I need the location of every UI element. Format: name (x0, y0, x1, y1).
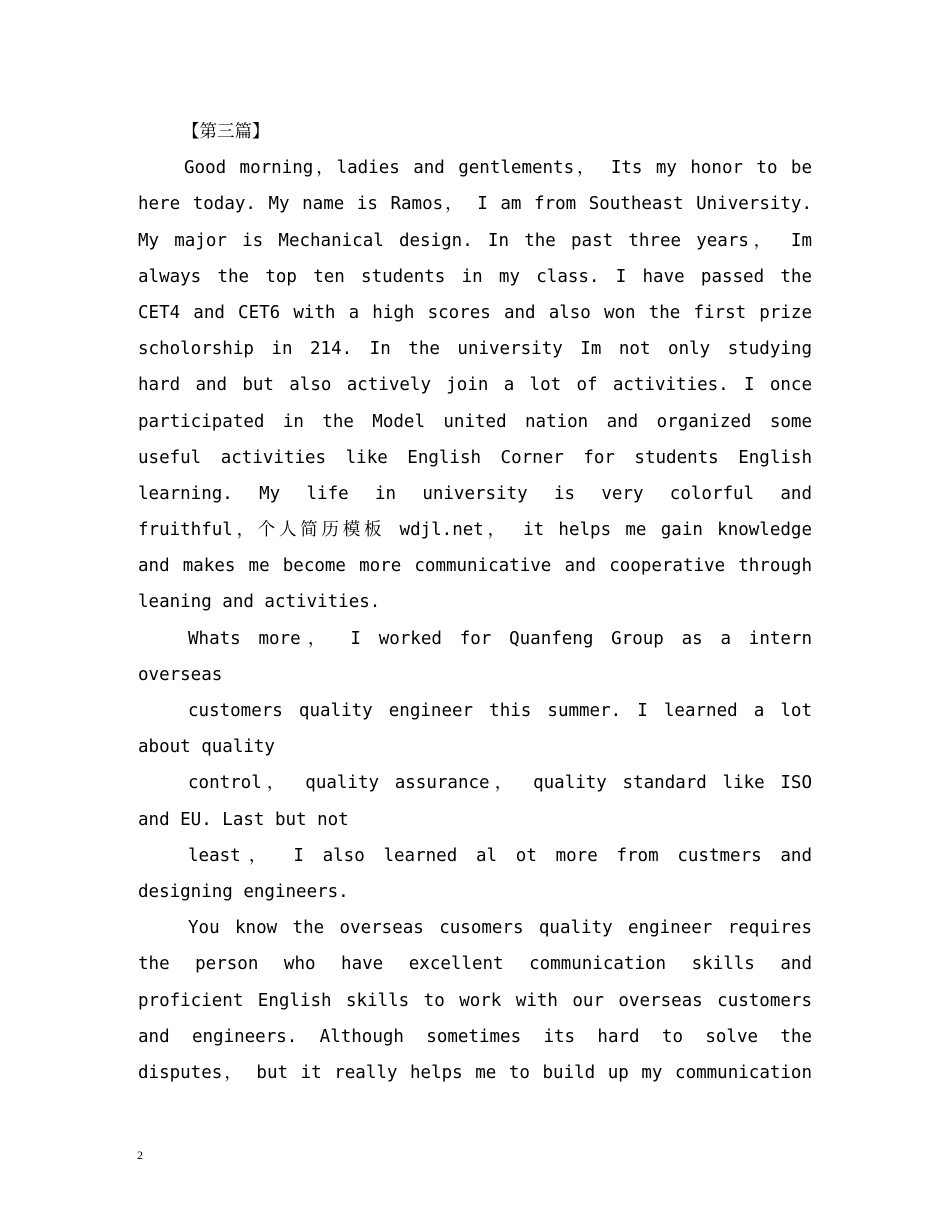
paragraph-line: My major is Mechanical design. In the past three years， Im (138, 230, 812, 251)
paragraph-line: here today. My name is Ramos， I am from Southeast University. (138, 194, 812, 215)
paragraph-line: and engineers. Although sometimes its hard to solve the (138, 1026, 812, 1047)
paragraph-line: disputes， but it really helps me to build up my communication (138, 1062, 812, 1083)
section-heading: 【第三篇】 (182, 122, 270, 142)
page-number: 2 (137, 1148, 143, 1162)
paragraph-line: and makes me become more communicative and cooperative through (138, 556, 812, 577)
paragraph-line: customers quality engineer this summer. I learned a lot (188, 701, 812, 721)
paragraph-line: Good morning，ladies and gentlements， Its my honor to be (184, 158, 812, 179)
paragraph-line: CET4 and CET6 with a high scores and also won the first prize (138, 302, 812, 323)
paragraph-line: proficient English skills to work with our overseas customers (138, 990, 812, 1011)
paragraph-line: fruithful，个人简历模板 wdjl.net， it helps me gain knowledge (138, 520, 812, 541)
paragraph-line: participated in the Model united nation and organized some (138, 411, 812, 432)
paragraph-line: designing engineers. (138, 881, 349, 902)
paragraph-line: always the top ten students in my class. I have passed the (138, 266, 812, 287)
document-body (138, 114, 812, 1091)
paragraph-line: overseas (138, 664, 223, 685)
paragraph-line: least， I also learned al ot more from custmers and (188, 845, 812, 866)
paragraph-line: the person who have excellent communication skills and (138, 954, 812, 975)
paragraph-line: hard and but also actively join a lot of activities. I once (138, 375, 812, 396)
paragraph-line: learning. My life in university is very colorful and (138, 483, 812, 504)
paragraph-line: Whats more， I worked for Quanfeng Group as a intern (188, 628, 812, 649)
paragraph-line: leaning and activities. (138, 592, 381, 613)
paragraph-line: useful activities like English Corner for students English (138, 447, 812, 468)
paragraph-line: You know the overseas cusomers quality engineer requires (188, 918, 812, 939)
paragraph-line: control， quality assurance， quality standard like ISO (188, 773, 812, 794)
paragraph-line: scholorship in 214. In the university Im not only studying (138, 339, 812, 360)
paragraph-line: about quality (138, 737, 275, 758)
paragraph-line: and EU. Last but not (138, 809, 349, 830)
